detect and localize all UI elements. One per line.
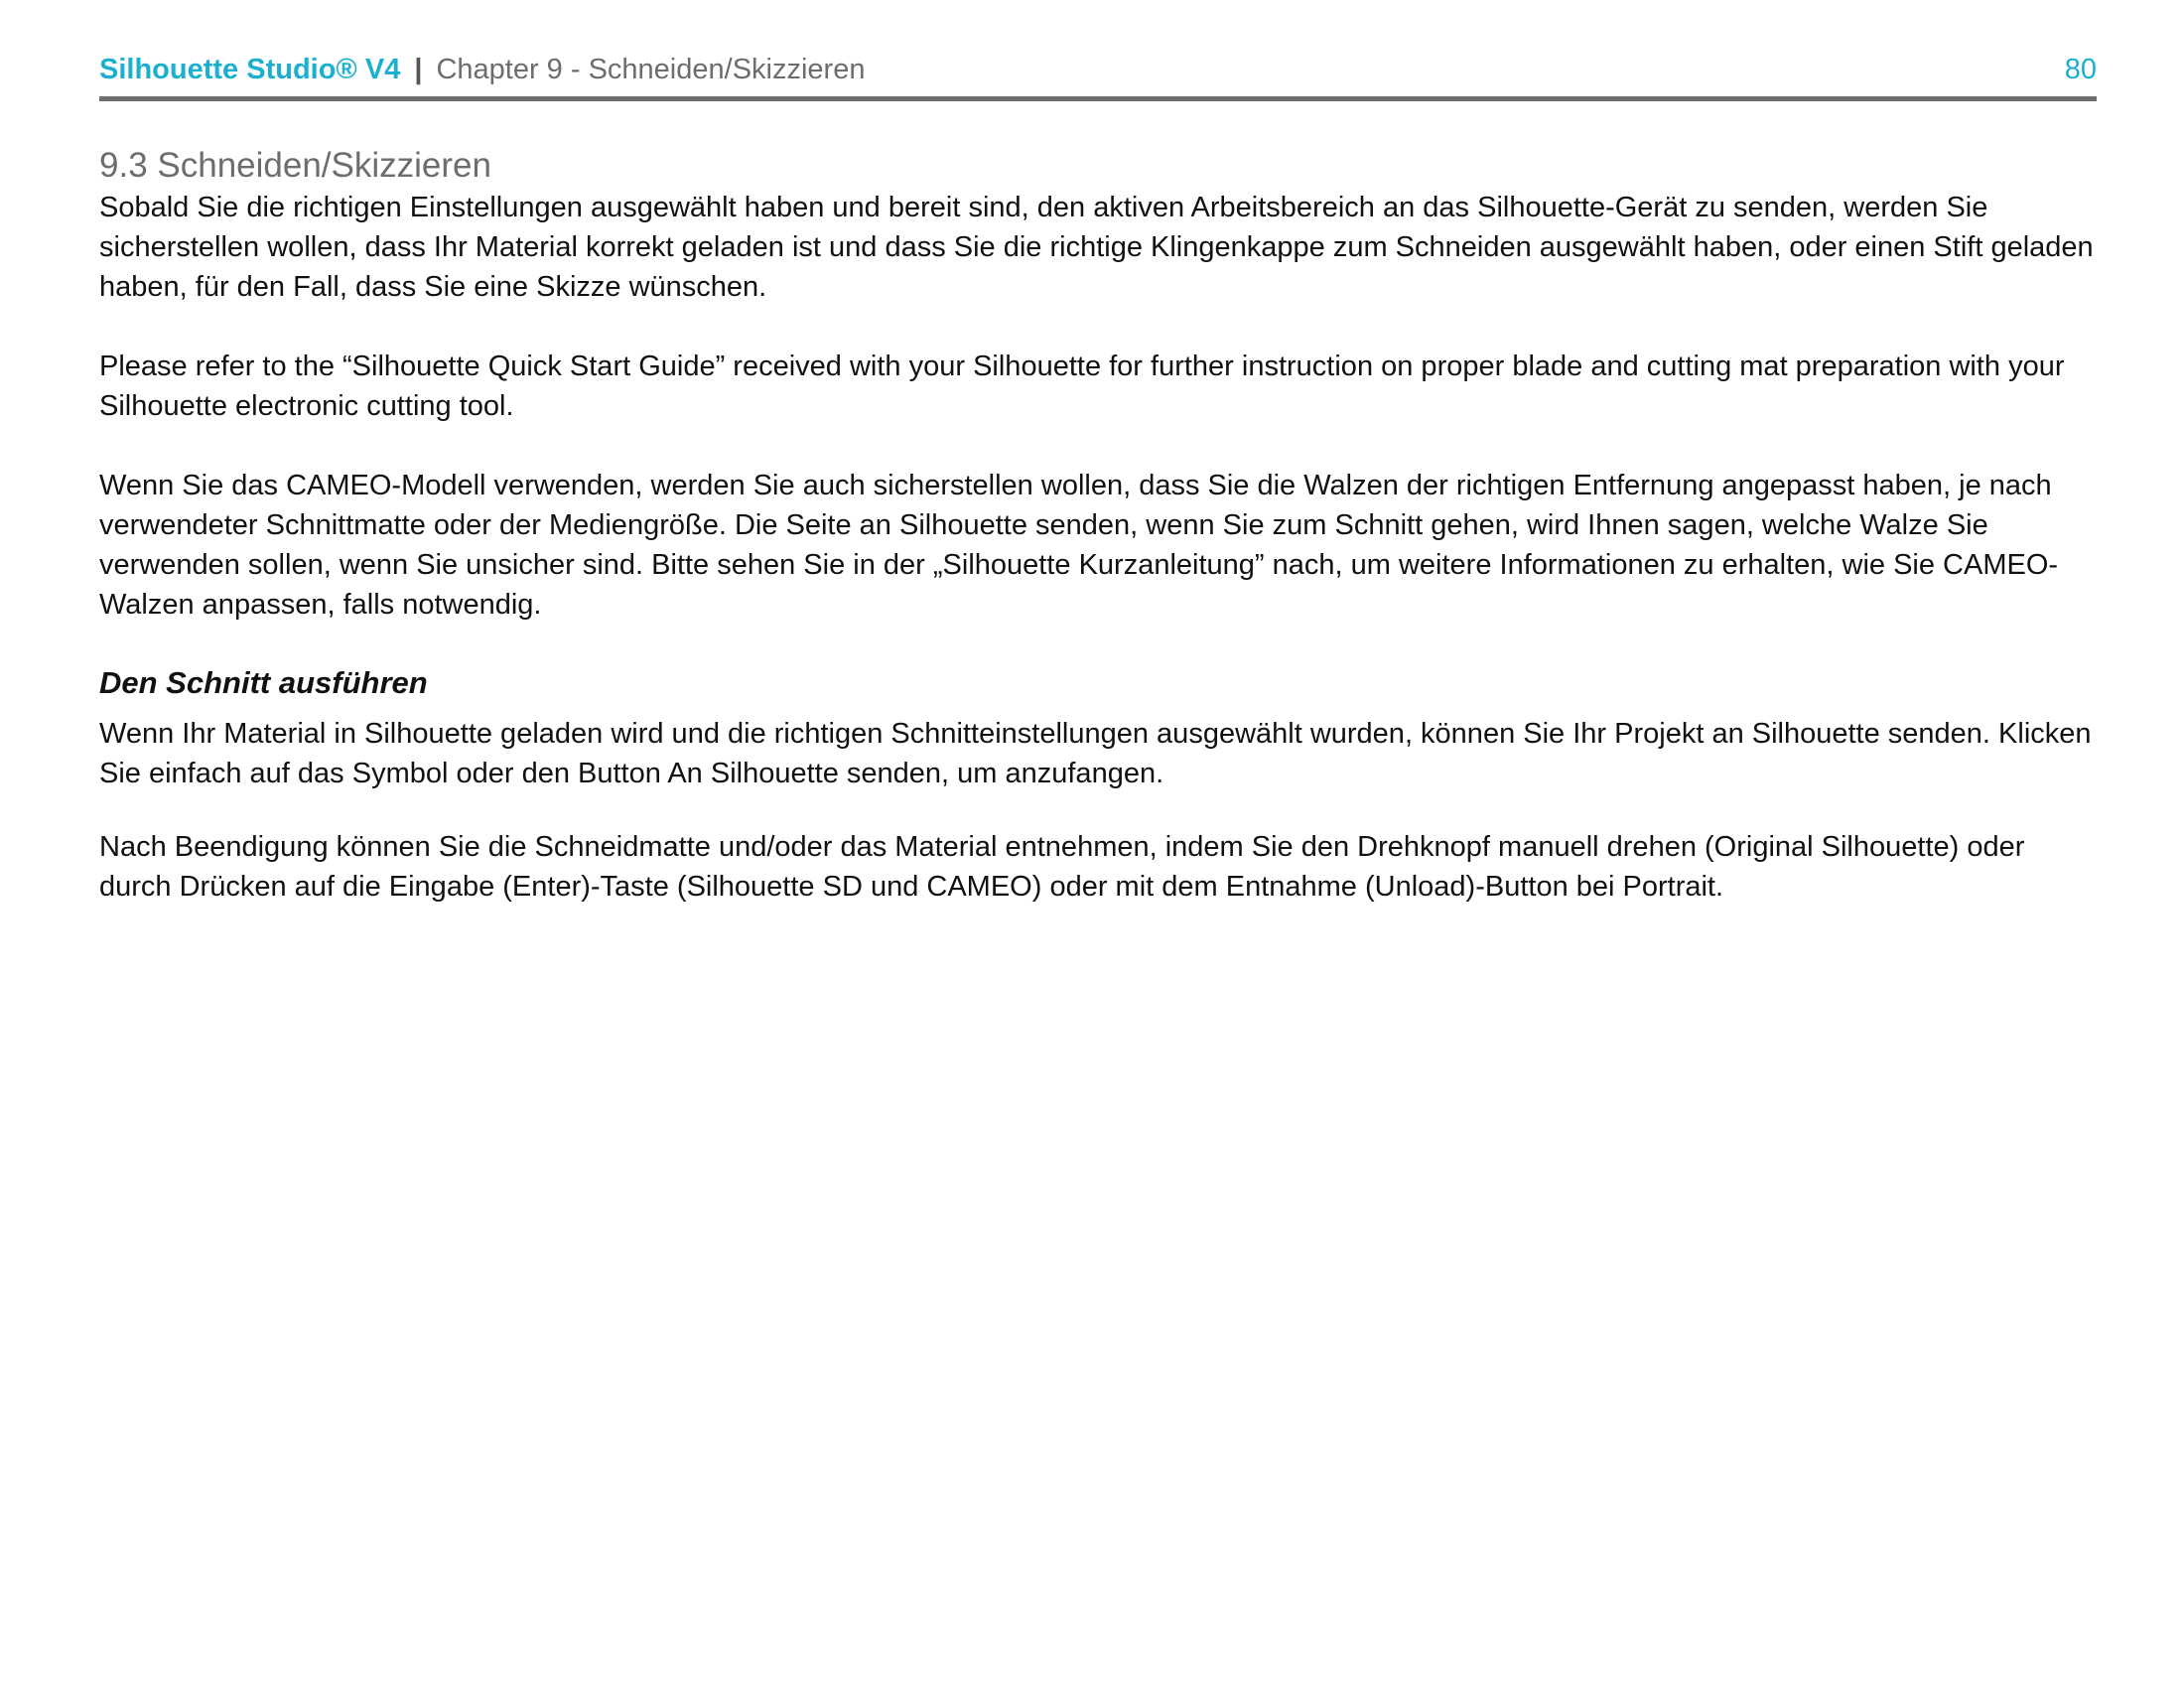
header-divider — [99, 96, 2097, 101]
page-number: 80 — [2064, 54, 2097, 85]
paragraph: Wenn Sie das CAMEO-Modell verwenden, werden Sie auch sicherstellen wollen, dass Sie die Walzen der richtigen Entfernung angepasst haben, je nach verwendeter Schnittmatte oder der Mediengröße. Die Seite an Silhouette senden, wenn Sie zum Schnitt gehen, wird Ihnen sagen, welche Walze Sie verwenden sollen, wenn Sie unsicher sind. Bitte sehen Sie in der „Silhouette Kurzanleitung” nach, um weitere Informationen zu erhalten, wie Sie CAMEO-Walzen anpassen, falls notwendig. — [99, 470, 2059, 621]
product-name: Silhouette Studio® V4 — [99, 54, 401, 85]
paragraph: Sobald Sie die richtigen Einstellungen ausgewählt haben und bereit sind, den aktiven Arbeitsbereich an das Silhouette-Gerät zu senden, werden Sie sicherstellen wollen, dass Ihr Material korrekt geladen ist und dass Sie die richtige Klingenkappe zum Schneiden ausgewählt haben, oder einen Stift geladen haben, für den Fall, dass Sie eine Skizze wünschen. — [99, 192, 2094, 303]
header-separator: | — [414, 54, 423, 85]
page-content — [99, 144, 2097, 907]
page-header — [99, 50, 2097, 93]
chapter-title: Chapter 9 - Schneiden/Skizzieren — [436, 54, 866, 85]
paragraph: Nach Beendigung können Sie die Schneidmatte und/oder das Material entnehmen, indem Sie den Drehknopf manuell drehen (Original Silhouette) oder durch Drücken auf die Eingabe (Enter)-Taste (Silhouette SD und CAMEO) oder mit dem Entnahme (Unload)-Button bei Portrait. — [99, 831, 2025, 903]
paragraph: Wenn Ihr Material in Silhouette geladen wird und die richtigen Schnitteinstellungen ausgewählt wurden, können Sie Ihr Projekt an Silhouette senden. Klicken Sie einfach auf das Symbol oder den Button An Silhouette senden, um anzufangen. — [99, 718, 2092, 789]
document-page — [99, 0, 2097, 1687]
paragraph: Please refer to the “Silhouette Quick Start Guide” received with your Silhouette for further instruction on proper blade and cutting mat preparation with your Silhouette electronic cutting tool. — [99, 351, 2065, 422]
subsection-title: Den Schnitt ausführen — [99, 665, 428, 700]
section-title: 9.3 Schneiden/Skizzieren — [99, 146, 491, 185]
